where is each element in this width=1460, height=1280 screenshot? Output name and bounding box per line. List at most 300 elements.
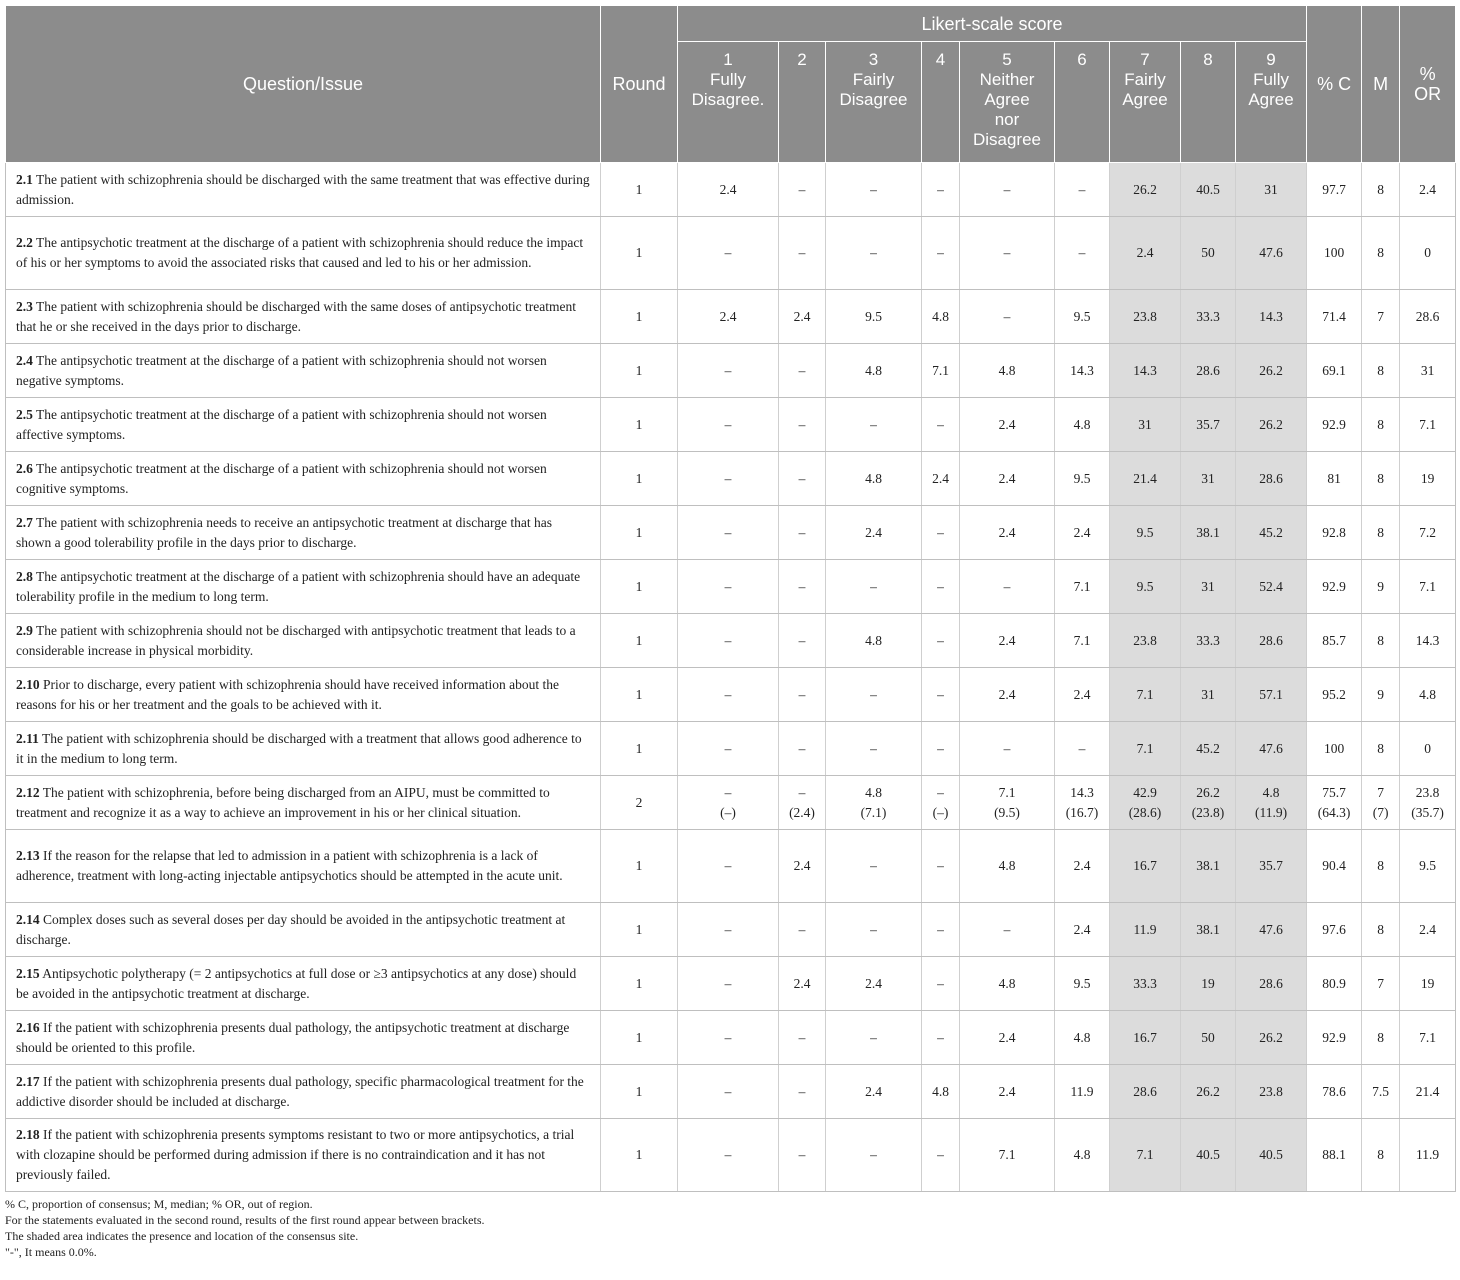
value-cell: – xyxy=(826,668,922,722)
value-cell: – xyxy=(922,506,960,560)
round2-value: 7 xyxy=(1377,784,1384,800)
question-cell xyxy=(6,1119,601,1192)
value-cell: 4.8 xyxy=(1400,668,1456,722)
document xyxy=(5,5,1455,1260)
value-cell: 7.5 xyxy=(1362,1065,1400,1119)
question-id: 2.8 xyxy=(16,568,33,584)
header-m: M xyxy=(1362,6,1400,163)
value-cell: 9.5 xyxy=(1055,452,1110,506)
table-row xyxy=(6,452,1456,506)
round-cell: 1 xyxy=(601,217,678,290)
question-text: The patient with schizophrenia should be discharged with a treatment that allows good adherence to it in the medium to long term. xyxy=(16,730,582,766)
value-cell: – xyxy=(678,614,779,668)
value-cell: 28.6 xyxy=(1236,614,1307,668)
question-cell xyxy=(6,560,601,614)
header-pc: % C xyxy=(1307,6,1362,163)
value-cell: 40.5 xyxy=(1236,1119,1307,1192)
question-text: The patient with schizophrenia should be discharged with the same doses of antipsychotic treatment that he or she received in the days prior to discharge. xyxy=(16,298,576,334)
round2-value: 42.9 xyxy=(1133,784,1157,800)
value-cell: 7.1 xyxy=(1055,560,1110,614)
header-score-line: Fully xyxy=(1253,70,1289,89)
value-cell: 8 xyxy=(1362,1011,1400,1065)
round-cell: 1 xyxy=(601,1119,678,1192)
value-cell: – xyxy=(678,957,779,1011)
value-cell: – xyxy=(678,506,779,560)
round1-value: (16.7) xyxy=(1065,804,1099,820)
value-cell: 7.1 xyxy=(1055,614,1110,668)
value-cell: 2.4 xyxy=(960,452,1055,506)
value-cell: 7.1 xyxy=(1400,1011,1456,1065)
value-cell: 31 xyxy=(1181,668,1236,722)
round-cell: 1 xyxy=(601,957,678,1011)
value-cell: 26.2 xyxy=(1110,163,1181,217)
value-cell: 7.1 xyxy=(1400,398,1456,452)
value-cell: 33.3 xyxy=(1110,957,1181,1011)
header-likert: Likert-scale score xyxy=(678,6,1307,42)
value-cell: 97.6 xyxy=(1307,903,1362,957)
value-cell: 52.4 xyxy=(1236,560,1307,614)
value-cell: 11.9 xyxy=(1055,1065,1110,1119)
value-cell: – xyxy=(678,344,779,398)
value-cell: 2.4 xyxy=(1055,903,1110,957)
value-cell: 2.4 xyxy=(960,1065,1055,1119)
value-cell: – xyxy=(779,1119,826,1192)
value-cell: 33.3 xyxy=(1181,290,1236,344)
question-text: The patient with schizophrenia needs to receive an antipsychotic treatment at discharge that has shown a good tolerability profile in the days prior to discharge. xyxy=(16,514,552,550)
value-cell: 9.5 xyxy=(1110,506,1181,560)
question-text: The patient with schizophrenia should not be discharged with antipsychotic treatment that leads to a considerable increase in physical morbidity. xyxy=(16,622,576,658)
table-row xyxy=(6,398,1456,452)
round-cell: 1 xyxy=(601,722,678,776)
value-cell: – xyxy=(922,163,960,217)
question-cell xyxy=(6,217,601,290)
question-cell xyxy=(6,506,601,560)
table-row xyxy=(6,217,1456,290)
question-cell xyxy=(6,163,601,217)
value-cell: 8 xyxy=(1362,506,1400,560)
value-cell: – xyxy=(779,1065,826,1119)
round2-value: 75.7 xyxy=(1322,784,1346,800)
value-cell: 4.8 xyxy=(960,344,1055,398)
note-line: For the statements evaluated in the second round, results of the first round appear between brackets. xyxy=(5,1213,485,1227)
round-cell: 1 xyxy=(601,163,678,217)
round-cell: 2 xyxy=(601,776,678,830)
header-score-line: Disagree xyxy=(972,130,1042,149)
value-cell: 9.5 xyxy=(1055,957,1110,1011)
round2-value: 23.8 xyxy=(1415,784,1440,800)
question-text: The antipsychotic treatment at the discharge of a patient with schizophrenia should not worsen negative symptoms. xyxy=(16,352,547,388)
value-cell: 2.4 xyxy=(779,957,826,1011)
value-cell: – xyxy=(960,163,1055,217)
value-cell: – xyxy=(826,1119,922,1192)
value-cell: 2.4 xyxy=(1055,506,1110,560)
value-cell: 95.2 xyxy=(1307,668,1362,722)
value-cell: 2.4 xyxy=(1400,163,1456,217)
value-cell: 31 xyxy=(1181,452,1236,506)
header-score-2 xyxy=(779,42,826,163)
round1-value: (64.3) xyxy=(1317,804,1351,820)
table-row xyxy=(6,830,1456,903)
value-cell xyxy=(1236,776,1307,830)
header-score-4 xyxy=(922,42,960,163)
value-cell: – xyxy=(779,217,826,290)
value-cell: – xyxy=(678,217,779,290)
table-row xyxy=(6,560,1456,614)
question-text: Complex doses such as several doses per day should be avoided in the antipsychotic treatment at discharge. xyxy=(16,911,566,947)
question-id: 2.14 xyxy=(16,911,40,927)
question-cell xyxy=(6,1065,601,1119)
value-cell: 38.1 xyxy=(1181,903,1236,957)
value-cell: 2.4 xyxy=(960,398,1055,452)
value-cell: 88.1 xyxy=(1307,1119,1362,1192)
value-cell: 8 xyxy=(1362,903,1400,957)
header-or xyxy=(1400,6,1456,163)
value-cell: 7.1 xyxy=(1110,1119,1181,1192)
value-cell: 2.4 xyxy=(960,1011,1055,1065)
header-score-8 xyxy=(1181,42,1236,163)
value-cell: – xyxy=(922,903,960,957)
note-line: The shaded area indicates the presence and location of the consensus site. xyxy=(5,1229,359,1243)
value-cell: 2.4 xyxy=(1055,830,1110,903)
header-score-line: 9 xyxy=(1266,50,1276,69)
question-text: The antipsychotic treatment at the discharge of a patient with schizophrenia should reduce the impact of his or her symptoms to avoid the associated risks that caused and led to his or her admission. xyxy=(16,235,584,270)
header-score-line: Disagree xyxy=(839,90,908,109)
header-score-7 xyxy=(1110,42,1181,163)
table-row xyxy=(6,776,1456,830)
value-cell: – xyxy=(960,290,1055,344)
value-cell: – xyxy=(826,903,922,957)
value-cell: – xyxy=(922,614,960,668)
consensus-table xyxy=(5,5,1456,1192)
header-round: Round xyxy=(601,6,678,163)
value-cell: 8 xyxy=(1362,452,1400,506)
value-cell: – xyxy=(678,903,779,957)
value-cell: 8 xyxy=(1362,217,1400,290)
value-cell: 2.4 xyxy=(678,290,779,344)
value-cell xyxy=(1400,776,1456,830)
value-cell: 8 xyxy=(1362,614,1400,668)
table-row xyxy=(6,1119,1456,1192)
value-cell: – xyxy=(1055,722,1110,776)
round2-value: 7.1 xyxy=(998,784,1016,800)
value-cell: 31 xyxy=(1236,163,1307,217)
header-score-line: 1 xyxy=(723,50,733,69)
value-cell: – xyxy=(779,722,826,776)
round2-value: 14.3 xyxy=(1070,784,1094,800)
table-row xyxy=(6,903,1456,957)
value-cell: 85.7 xyxy=(1307,614,1362,668)
value-cell: 8 xyxy=(1362,398,1400,452)
value-cell: 4.8 xyxy=(826,614,922,668)
value-cell xyxy=(826,776,922,830)
value-cell: – xyxy=(826,722,922,776)
value-cell: – xyxy=(922,722,960,776)
round2-value: – xyxy=(724,784,732,800)
value-cell: 2.4 xyxy=(960,614,1055,668)
value-cell: 0 xyxy=(1400,722,1456,776)
table-row xyxy=(6,163,1456,217)
header-score-line: nor xyxy=(994,110,1020,129)
value-cell: 47.6 xyxy=(1236,903,1307,957)
value-cell: 7.2 xyxy=(1400,506,1456,560)
round1-value: (–) xyxy=(932,804,949,820)
value-cell: 16.7 xyxy=(1110,1011,1181,1065)
value-cell: 31 xyxy=(1400,344,1456,398)
table-notes xyxy=(5,1196,1455,1260)
value-cell: 23.8 xyxy=(1110,614,1181,668)
value-cell: – xyxy=(922,1119,960,1192)
header-score-1 xyxy=(678,42,779,163)
value-cell: 38.1 xyxy=(1181,830,1236,903)
value-cell: 2.4 xyxy=(1055,668,1110,722)
value-cell: – xyxy=(960,560,1055,614)
value-cell xyxy=(1362,776,1400,830)
value-cell: 9.5 xyxy=(826,290,922,344)
value-cell: – xyxy=(678,398,779,452)
question-id: 2.6 xyxy=(16,460,33,476)
value-cell: – xyxy=(922,830,960,903)
header-score-line: Agree xyxy=(1122,90,1168,109)
round2-value: – xyxy=(937,784,944,800)
value-cell: 28.6 xyxy=(1110,1065,1181,1119)
value-cell: 4.8 xyxy=(826,344,922,398)
value-cell: – xyxy=(826,217,922,290)
value-cell: 4.8 xyxy=(922,290,960,344)
value-cell: 45.2 xyxy=(1181,722,1236,776)
value-cell: 7 xyxy=(1362,290,1400,344)
round-cell: 1 xyxy=(601,290,678,344)
value-cell: 57.1 xyxy=(1236,668,1307,722)
header-score-line: Neither xyxy=(979,70,1035,89)
value-cell: 9.5 xyxy=(1400,830,1456,903)
question-id: 2.17 xyxy=(16,1073,40,1089)
value-cell: 4.8 xyxy=(1055,398,1110,452)
round2-value: 4.8 xyxy=(1262,784,1280,800)
value-cell: 81 xyxy=(1307,452,1362,506)
value-cell: 9 xyxy=(1362,668,1400,722)
value-cell: 92.9 xyxy=(1307,1011,1362,1065)
question-cell xyxy=(6,1011,601,1065)
value-cell: 38.1 xyxy=(1181,506,1236,560)
value-cell: 47.6 xyxy=(1236,722,1307,776)
header-score-line: 3 xyxy=(868,50,879,69)
value-cell: – xyxy=(779,614,826,668)
value-cell: 50 xyxy=(1181,1011,1236,1065)
header-score-line: Disagree. xyxy=(691,90,765,109)
round-cell: 1 xyxy=(601,452,678,506)
value-cell: 8 xyxy=(1362,722,1400,776)
value-cell: 7.1 xyxy=(1110,668,1181,722)
value-cell: 14.3 xyxy=(1055,344,1110,398)
value-cell: 14.3 xyxy=(1400,614,1456,668)
question-id: 2.1 xyxy=(16,171,33,187)
value-cell: – xyxy=(779,668,826,722)
value-cell: 11.9 xyxy=(1400,1119,1456,1192)
round-cell: 1 xyxy=(601,1065,678,1119)
value-cell: – xyxy=(678,1011,779,1065)
value-cell: 28.6 xyxy=(1236,452,1307,506)
header-score-line: 7 xyxy=(1140,50,1150,69)
round1-value: (23.8) xyxy=(1191,804,1225,820)
table-row xyxy=(6,957,1456,1011)
value-cell: 31 xyxy=(1110,398,1181,452)
value-cell: 2.4 xyxy=(960,668,1055,722)
header-score-6 xyxy=(1055,42,1110,163)
value-cell: 8 xyxy=(1362,163,1400,217)
question-id: 2.11 xyxy=(16,730,39,746)
value-cell: 100 xyxy=(1307,217,1362,290)
value-cell: – xyxy=(678,1065,779,1119)
value-cell: – xyxy=(678,1119,779,1192)
value-cell: 4.8 xyxy=(960,957,1055,1011)
question-text: Prior to discharge, every patient with schizophrenia should have received information about the reasons for his or her treatment and the goals to be achieved with it. xyxy=(16,676,559,712)
round2-value: 26.2 xyxy=(1196,784,1220,800)
value-cell: – xyxy=(826,398,922,452)
header-score-3 xyxy=(826,42,922,163)
value-cell: 8 xyxy=(1362,344,1400,398)
value-cell: 2.4 xyxy=(779,830,826,903)
value-cell: 14.3 xyxy=(1236,290,1307,344)
value-cell: 7.1 xyxy=(1110,722,1181,776)
value-cell: – xyxy=(779,903,826,957)
round1-value: (7.1) xyxy=(860,804,887,820)
question-text: The patient with schizophrenia, before being discharged from an AIPU, must be committed to treatment and recognize it as a way to achieve an improvement in his or her clinical situation. xyxy=(16,784,550,820)
question-text: Antipsychotic polytherapy (= 2 antipsychotics at full dose or ≥3 antipsychotics at any dose) should be avoided in the antipsychotic treatment at discharge. xyxy=(16,965,577,1001)
value-cell: 2.4 xyxy=(1110,217,1181,290)
value-cell: – xyxy=(960,217,1055,290)
value-cell: 14.3 xyxy=(1110,344,1181,398)
question-cell xyxy=(6,290,601,344)
value-cell: 90.4 xyxy=(1307,830,1362,903)
value-cell xyxy=(1307,776,1362,830)
value-cell: 8 xyxy=(1362,1119,1400,1192)
question-text: If the patient with schizophrenia presents dual pathology, the antipsychotic treatment at discharge should be oriented to this profile. xyxy=(16,1019,570,1055)
value-cell: – xyxy=(779,398,826,452)
value-cell: 2.4 xyxy=(779,290,826,344)
round2-value: – xyxy=(798,784,806,800)
value-cell: 33.3 xyxy=(1181,614,1236,668)
value-cell: – xyxy=(678,560,779,614)
header-score-5 xyxy=(960,42,1055,163)
header-score-line: 6 xyxy=(1077,50,1087,69)
question-id: 2.13 xyxy=(16,848,40,863)
value-cell: 28.6 xyxy=(1181,344,1236,398)
value-cell: 26.2 xyxy=(1236,398,1307,452)
note-line: "-", It means 0.0%. xyxy=(5,1245,97,1259)
question-id: 2.18 xyxy=(16,1127,40,1142)
value-cell: 4.8 xyxy=(1055,1011,1110,1065)
value-cell: – xyxy=(678,668,779,722)
value-cell: 4.8 xyxy=(826,452,922,506)
round-cell: 1 xyxy=(601,560,678,614)
header-score-line: 5 xyxy=(1002,50,1012,69)
value-cell: – xyxy=(922,1011,960,1065)
value-cell xyxy=(1181,776,1236,830)
value-cell: 19 xyxy=(1400,452,1456,506)
value-cell: 19 xyxy=(1400,957,1456,1011)
value-cell: 35.7 xyxy=(1181,398,1236,452)
header-question: Question/Issue xyxy=(6,6,601,163)
value-cell: 69.1 xyxy=(1307,344,1362,398)
value-cell: 9 xyxy=(1362,560,1400,614)
table-row xyxy=(6,1011,1456,1065)
value-cell: 26.2 xyxy=(1236,344,1307,398)
value-cell: 4.8 xyxy=(960,830,1055,903)
value-cell: 2.4 xyxy=(826,506,922,560)
value-cell: 0 xyxy=(1400,217,1456,290)
question-cell xyxy=(6,668,601,722)
question-id: 2.10 xyxy=(16,676,40,692)
value-cell: 92.8 xyxy=(1307,506,1362,560)
value-cell: 97.7 xyxy=(1307,163,1362,217)
question-cell xyxy=(6,776,601,830)
round1-value: (7) xyxy=(1372,804,1389,820)
header-score-line: 4 xyxy=(935,50,946,69)
question-cell xyxy=(6,344,601,398)
question-id: 2.4 xyxy=(16,352,33,368)
value-cell: 16.7 xyxy=(1110,830,1181,903)
round-cell: 1 xyxy=(601,614,678,668)
value-cell: 47.6 xyxy=(1236,217,1307,290)
value-cell: – xyxy=(922,217,960,290)
question-id: 2.16 xyxy=(16,1019,40,1035)
value-cell: – xyxy=(922,398,960,452)
round1-value: (–) xyxy=(720,804,736,820)
value-cell: – xyxy=(826,163,922,217)
value-cell: – xyxy=(779,560,826,614)
header-or-line: OR xyxy=(1414,84,1442,104)
header-score-line: 2 xyxy=(797,50,807,69)
value-cell: 4.8 xyxy=(922,1065,960,1119)
table-row xyxy=(6,506,1456,560)
question-text: If the patient with schizophrenia presents symptoms resistant to two or more antipsychotics, a trial with clozapine should be performed during admission if there is no contraindication and it has not previously failed. xyxy=(16,1127,575,1182)
value-cell: 7 xyxy=(1362,957,1400,1011)
question-text: The antipsychotic treatment at the discharge of a patient with schizophrenia should not worsen cognitive symptoms. xyxy=(16,460,547,496)
value-cell: 100 xyxy=(1307,722,1362,776)
table-row xyxy=(6,1065,1456,1119)
question-cell xyxy=(6,452,601,506)
value-cell: 23.8 xyxy=(1236,1065,1307,1119)
value-cell: 2.4 xyxy=(960,506,1055,560)
value-cell xyxy=(960,776,1055,830)
value-cell: – xyxy=(826,560,922,614)
value-cell: 21.4 xyxy=(1110,452,1181,506)
value-cell: 28.6 xyxy=(1236,957,1307,1011)
table-row xyxy=(6,344,1456,398)
value-cell: – xyxy=(678,722,779,776)
value-cell xyxy=(1055,776,1110,830)
value-cell: 2.4 xyxy=(1400,903,1456,957)
round-cell: 1 xyxy=(601,668,678,722)
table-body xyxy=(6,163,1456,1192)
value-cell: 26.2 xyxy=(1236,1011,1307,1065)
value-cell: – xyxy=(960,722,1055,776)
table-row xyxy=(6,290,1456,344)
value-cell: 21.4 xyxy=(1400,1065,1456,1119)
note-line: % C, proportion of consensus; M, median; % OR, out of region. xyxy=(5,1197,313,1211)
value-cell: 4.8 xyxy=(1055,1119,1110,1192)
value-cell: 23.8 xyxy=(1110,290,1181,344)
round1-value: (11.9) xyxy=(1254,804,1288,820)
value-cell: 2.4 xyxy=(826,957,922,1011)
question-cell xyxy=(6,614,601,668)
header-score-line: 8 xyxy=(1203,50,1213,69)
question-id: 2.15 xyxy=(16,965,40,981)
header-or-line: % xyxy=(1419,64,1436,84)
value-cell: – xyxy=(779,452,826,506)
question-text: The antipsychotic treatment at the discharge of a patient with schizophrenia should have an adequate tolerability profile in the medium to long term. xyxy=(16,568,581,604)
round1-value: (9.5) xyxy=(994,804,1020,820)
